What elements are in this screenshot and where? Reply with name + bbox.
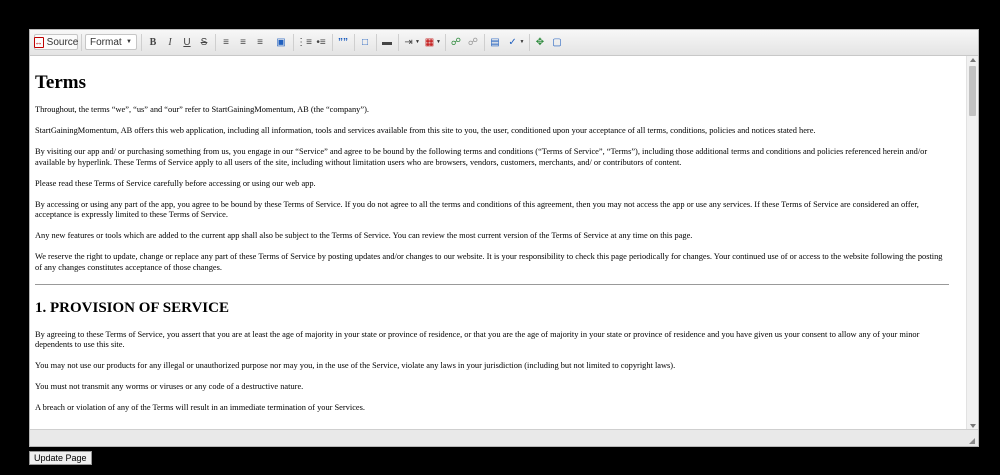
- numbered-list-icon: ⋮≡: [296, 36, 312, 48]
- blockquote-button[interactable]: [336, 34, 350, 50]
- italic-icon: I: [168, 36, 172, 48]
- italic-button[interactable]: [163, 34, 177, 50]
- spellcheck-icon: ✓: [508, 36, 517, 48]
- horizontal-rule-button[interactable]: [380, 34, 394, 50]
- paragraph: By accessing or using any part of the app, you agree to be bound by these Terms of Service. If you do not agree to all the terms and conditions of this agreement, then you may not access the app or use any services. If these Terms of Service are considered an offer, acceptance is expressly limited to these Terms of Service.: [35, 199, 919, 219]
- strikethrough-icon: S: [200, 36, 208, 48]
- bold-icon: B: [149, 36, 157, 48]
- table-dropdown[interactable]: [423, 34, 441, 50]
- chevron-down-icon: ▼: [519, 39, 525, 45]
- paragraph: Throughout, the terms “we”, “us” and “our” refer to StartGainingMomentum, AB (the “company”).: [35, 105, 369, 114]
- numbered-list-button[interactable]: [297, 34, 311, 50]
- preview-button[interactable]: [550, 34, 564, 50]
- scroll-up-arrow-icon[interactable]: [970, 58, 976, 62]
- align-center-icon: ≡: [240, 36, 246, 48]
- bullet-list-button[interactable]: [314, 34, 328, 50]
- paragraph: You must not transmit any worms or viruses or any code of a destructive nature.: [35, 382, 304, 391]
- show-blocks-button[interactable]: [358, 34, 372, 50]
- unlink-button[interactable]: [466, 34, 480, 50]
- align-left-button[interactable]: [219, 34, 233, 50]
- underline-icon: U: [183, 36, 191, 48]
- source-button-label: Source: [46, 36, 79, 48]
- div-container-icon: □: [361, 36, 369, 48]
- horizontal-divider: [35, 284, 949, 285]
- horizontal-rule-icon: ▬: [382, 36, 392, 48]
- unlink-icon: ☍: [467, 36, 479, 48]
- link-icon: ☍: [450, 36, 462, 48]
- editor-toolbar: [30, 30, 978, 56]
- spellcheck-dropdown[interactable]: [505, 34, 525, 50]
- rich-text-editor: [29, 29, 979, 447]
- chevron-down-icon: ▼: [436, 39, 441, 45]
- strikethrough-button[interactable]: [197, 34, 211, 50]
- page-title: Terms: [35, 72, 87, 93]
- editor-statusbar: [30, 429, 978, 446]
- template-icon: ▤: [490, 36, 500, 48]
- source-code-icon: ↔: [34, 37, 43, 47]
- align-center-button[interactable]: [236, 34, 250, 50]
- scrollbar-thumb[interactable]: [969, 66, 976, 116]
- paragraph: By agreeing to these Terms of Service, you assert that you are at least the age of majority in your state or province of residence, or that you are the age of majority in your state or province of residence and you have given us your consent to allow any of your minor dependents to use this site.: [35, 329, 920, 349]
- maximize-icon: ✥: [535, 36, 545, 48]
- insert-image-button[interactable]: [273, 34, 289, 50]
- paragraph: You may not use our products for any illegal or unauthorized purpose nor may you, in the use of the Service, violate any laws in your jurisdiction (including but not limited to copyright laws).: [35, 361, 676, 370]
- preview-icon: ▢: [552, 36, 562, 48]
- resize-handle-icon[interactable]: [969, 438, 975, 444]
- image-icon: ▣: [276, 36, 286, 48]
- maximize-button[interactable]: [533, 34, 547, 50]
- quote-icon: ””: [338, 36, 348, 48]
- align-right-button[interactable]: [253, 34, 267, 50]
- underline-button[interactable]: [180, 34, 194, 50]
- paragraph: We reserve the right to update, change or replace any part of these Terms of Service by posting updates and/or changes to our website. It is your responsibility to check this page periodically for changes. Your continued use of or access to the website following the posting of any changes constitutes acceptance of those changes.: [35, 252, 943, 272]
- templates-button[interactable]: [488, 34, 502, 50]
- chevron-down-icon: ▼: [415, 39, 420, 45]
- special-char-dropdown[interactable]: [402, 34, 420, 50]
- vertical-scrollbar[interactable]: [966, 56, 978, 430]
- format-dropdown-label: Format: [90, 36, 122, 48]
- bold-button[interactable]: [146, 34, 160, 50]
- paragraph: Any new features or tools which are added to the current app shall also be subject to the Terms of Service. You can review the most current version of the Terms of Service at any time on this page.: [35, 231, 693, 240]
- chevron-down-icon: ▼: [126, 39, 132, 45]
- update-page-button[interactable]: Update Page: [29, 451, 92, 465]
- align-left-icon: ≡: [223, 36, 229, 48]
- align-right-icon: ≡: [257, 36, 263, 48]
- paragraph: A breach or violation of any of the Terms will result in an immediate termination of your Services.: [35, 403, 365, 412]
- section-heading: 1. PROVISION OF SERVICE: [35, 299, 229, 316]
- paragraph: Please read these Terms of Service carefully before accessing or using our web app.: [35, 178, 316, 188]
- source-button[interactable]: [34, 34, 78, 50]
- indent-icon: ⇥: [404, 36, 413, 48]
- scroll-down-arrow-icon[interactable]: [970, 424, 976, 428]
- table-icon: ▦: [424, 36, 435, 48]
- editor-content-area[interactable]: [30, 56, 965, 430]
- paragraph: StartGainingMomentum, AB offers this web application, including all information, tools and services available from this site to you, the user, conditioned upon your acceptance of all terms, conditions, policies and notices stated here.: [35, 126, 816, 135]
- format-dropdown[interactable]: [85, 34, 137, 50]
- bullet-list-icon: •≡: [316, 36, 326, 48]
- link-button[interactable]: [449, 34, 463, 50]
- paragraph: By visiting our app and/ or purchasing something from us, you engage in our “Service” and agree to be bound by the following terms and conditions (“Terms of Service”, “Terms”), including those additional terms and conditions and policies referenced herein and/or available by hyperlink. These Terms of Service apply to all users of the site, including without limitation users who are browsers, vendors, customers, merchants, and/ or contributors of content.: [35, 147, 928, 167]
